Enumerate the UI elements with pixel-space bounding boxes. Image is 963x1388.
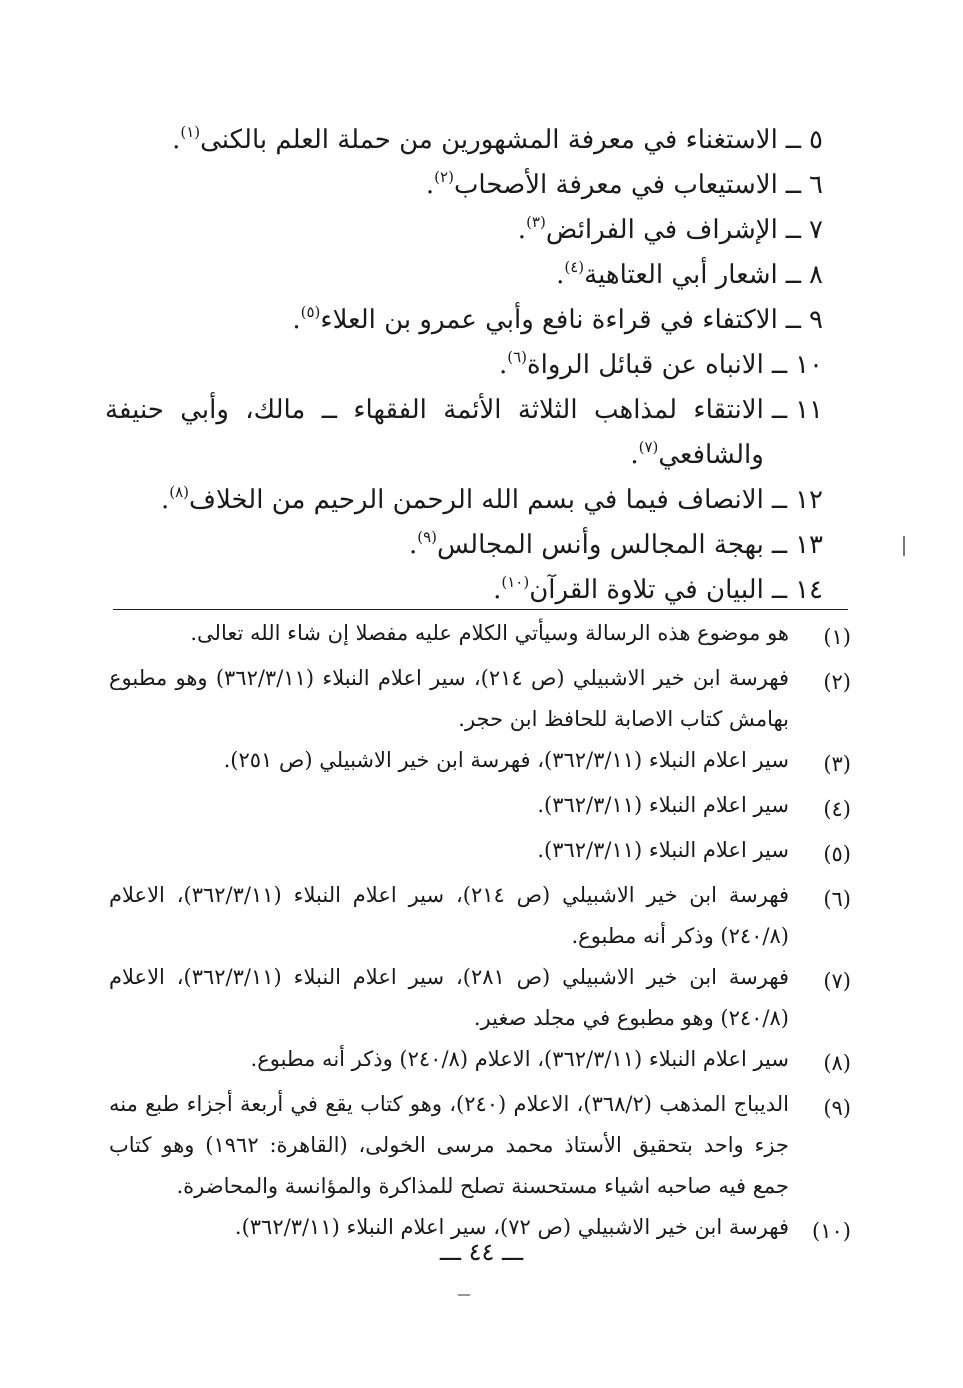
footnote-ref: (١٠) [501,572,530,591]
footnote-ref: (٥) [300,302,321,321]
work-end: . [425,170,435,200]
footnote-marker: (٦) [823,887,851,911]
work-title-line [105,298,778,343]
works-list [105,118,823,613]
work-item [105,163,823,208]
work-title: البيان في تلاوة القرآن [529,575,764,605]
work-item [105,523,823,568]
work-item [105,208,823,253]
footnote-marker: (٧) [823,969,851,993]
work-title-line [105,343,764,388]
footnote-marker: (٨) [823,1051,851,1075]
work-title: الانتقاء لمذاهب الثلاثة الأئمة الفقهاء ــ مالك، وأبي حنيفة والشافعي [105,395,764,470]
footnote-ref: (٦) [507,347,528,366]
work-title: الاستيعاب في معرفة الأصحاب [453,170,778,200]
work-dash: ــ [771,575,788,605]
footnote-marker: (٢) [823,670,851,694]
work-number: ٥ [809,125,823,155]
footnote-text: سير اعلام النبلاء (٣٦٢/٣/١١)، الاعلام (٢٤٠/٨) وذكر أنه مطبوع. [250,1047,789,1071]
footnote-text: سير اعلام النبلاء (٣٦٢/٣/١١). [537,838,789,862]
footnote-ref: (١) [180,122,201,141]
footnote-text: سير اعلام النبلاء (٣٦٢/٣/١١)، فهرسة ابن خير الاشبيلي (ص ٢٥١). [223,748,789,772]
footnote-ref: (٣) [526,212,546,231]
footnote [109,613,851,658]
work-title: الانباه عن قبائل الرواة [527,350,764,380]
work-dash: ــ [785,170,802,200]
footnote-text: فهرسة ابن خير الاشبيلي (ص ٢٨١)، سير اعلام النبلاء (٣٦٢/٣/١١)، الاعلام (٢٤٠/٨) وهو مطبوع في مجلد صغير. [109,965,789,1030]
work-number: ١٢ [795,485,823,515]
work-title-line [105,523,764,568]
work-title: الاكتفاء في قراءة نافع وأبي عمرو بن العلاء [320,305,778,335]
footnote-ref: (٧) [638,437,659,456]
footnote-ref: (٤) [564,257,585,276]
work-dash: ــ [785,215,802,245]
scan-speck [458,1294,470,1296]
work-number: ١١ [795,395,823,425]
footnote [109,957,851,1039]
page-number: ـــ ٤٤ ـــ [439,1238,524,1266]
footnote [109,785,851,830]
footnote-ref: (٩) [417,527,438,546]
work-number: ٧ [809,215,823,245]
work-title-line [105,388,764,478]
footnote [109,658,851,740]
work-title: اشعار أبي العتاهية [584,260,778,290]
work-dash: ــ [771,530,788,560]
work-dash: ــ [785,260,802,290]
work-title: الاستغناء في معرفة المشهورين من حملة العلم بالكنى [200,125,778,155]
work-number: ١٤ [795,575,823,605]
footnote-ref: (٢) [434,167,454,186]
footnote [109,1084,851,1207]
footnote-text: فهرسة ابن خير الاشبيلي (ص ٧٢)، سير اعلام النبلاء (٣٦٢/٣/١١). [234,1215,789,1239]
work-title: بهجة المجالس وأنس المجالس [437,530,764,560]
work-title-line [105,478,764,523]
footnote-text: الديباج المذهب (٣٦٨/٢)، الاعلام (٢٤٠)، وهو كتاب يقع في أربعة أجزاء طبع منه جزء واحد بتحقيق الأستاذ محمد مرسى الخولى، (القاهرة: ١٩٦٢) وهو كتاب جمع فيه صاحبه اشياء مستحسنة تصلح للمذاكرة والمؤانسة والمحاضرة. [109,1092,789,1198]
work-number: ٨ [809,260,823,290]
footnote-divider [113,609,848,610]
footnote-marker: (١) [823,625,851,649]
footnote-marker: (٣) [823,752,851,776]
work-end: . [493,575,502,605]
work-end: . [172,125,181,155]
work-title: الانصاف فيما في بسم الله الرحمن الرحيم من الخلاف [189,485,764,515]
work-title-line [105,208,778,253]
work-end: . [556,260,565,290]
work-item [105,298,823,343]
footnote-text: فهرسة ابن خير الاشبيلي (ص ٢١٤)، سير اعلام النبلاء (٣٦٢/٣/١١)، الاعلام (٢٤٠/٨) وذكر أنه مطبوع. [109,883,789,948]
scan-edge-mark [903,536,905,556]
footnote-marker: (١٠) [812,1219,851,1243]
footnote-marker: (٩) [823,1096,851,1120]
work-item [105,568,823,613]
work-dash: ــ [785,305,802,335]
footnote-ref: (٨) [169,482,190,501]
work-number: ٦ [809,170,823,200]
work-item [105,388,823,478]
work-dash: ــ [771,485,788,515]
work-number: ١٣ [795,530,823,560]
work-end: . [292,305,301,335]
footnote-text: فهرسة ابن خير الاشبيلي (ص ٢١٤)، سير اعلام النبلاء (٣٦٢/٣/١١) وهو مطبوع بهامش كتاب الاصابة للحافظ ابن حجر. [109,666,789,731]
work-end: . [408,530,418,560]
work-end: . [498,350,508,380]
work-title-line [105,163,778,208]
footnotes-list [109,613,851,1252]
work-dash: ــ [771,395,788,425]
work-title: الإشراف في الفرائض [545,215,778,245]
footnote [109,1039,851,1084]
work-end: . [630,440,639,470]
footnote-marker: (٥) [823,842,851,866]
work-title-line [105,253,778,298]
work-dash: ــ [771,350,788,380]
work-number: ٩ [809,305,823,335]
footnote [109,875,851,957]
work-end: . [160,485,170,515]
work-item [105,118,823,163]
footnote-text: هو موضوع هذه الرسالة وسيأتي الكلام عليه مفصلا إن شاء الله تعالى. [190,621,789,645]
work-dash: ــ [785,125,802,155]
footnote-marker: (٤) [823,797,851,821]
footnote [109,740,851,785]
work-item [105,253,823,298]
footnote [109,830,851,875]
work-title-line [105,118,778,163]
work-item [105,343,823,388]
work-number: ١٠ [795,350,823,380]
footnote-text: سير اعلام النبلاء (٣٦٢/٣/١١). [537,793,789,817]
work-item [105,478,823,523]
work-end: . [517,215,527,245]
work-title-line [105,568,764,613]
